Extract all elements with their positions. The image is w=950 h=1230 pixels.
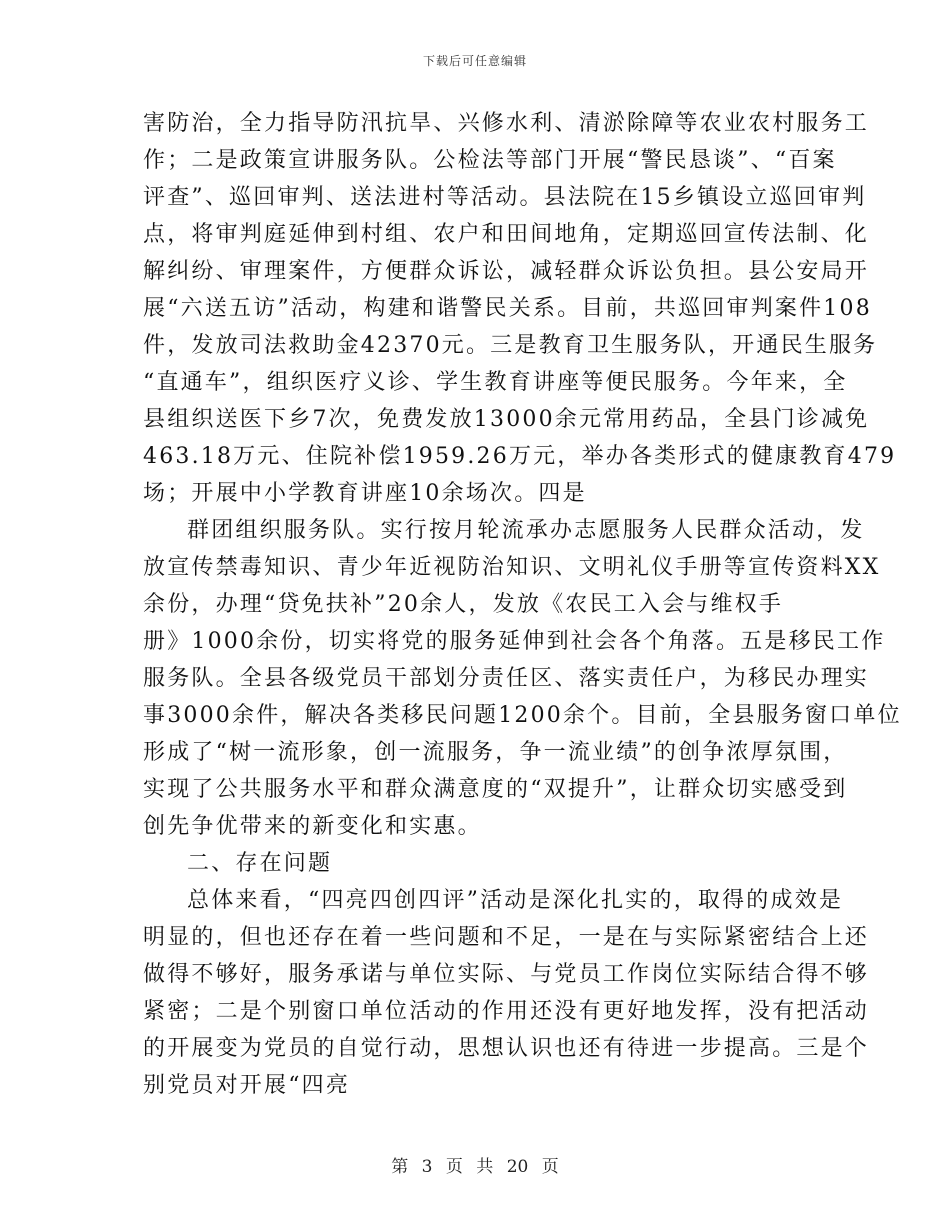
text-line: 展“六送五访”活动，构建和谐警民关系。目前，共巡回审判案件108 xyxy=(143,296,872,321)
text-line: 放宣传禁毒知识、青少年近视防治知识、文明礼仪手册等宣传资料XX xyxy=(143,555,881,580)
text-line: 创先争优带来的新变化和实惠。 xyxy=(143,814,482,839)
text-line: 余份，办理“贷免扶补”20余人，发放《农民工入会与维权手 xyxy=(143,592,784,617)
text-line: 的开展变为党员的自觉行动，思想认识也还有待进一步提高。三是个 xyxy=(143,1036,870,1061)
text-line: 形成了“树一流形象，创一流服务，争一流业绩”的创争浓厚氛围， xyxy=(143,740,848,765)
text-line: 实现了公共服务水平和群众满意度的“双提升”，让群众切实感受到 xyxy=(143,777,848,802)
page-word: 第 xyxy=(391,1157,409,1177)
text-line: 事3000余件，解决各类移民问题1200余个。目前，全县服务窗口单位 xyxy=(143,703,902,728)
text-line: 别党员对开展“四亮 xyxy=(143,1073,351,1098)
text-line: 作；二是政策宣讲服务队。公检法等部门开展“警民恳谈”、“百案 xyxy=(143,148,837,173)
text-line: 册》1000余份，切实将党的服务延伸到社会各个角落。五是移民工作 xyxy=(143,629,886,654)
document-body xyxy=(143,105,902,1104)
page-footer xyxy=(0,1152,950,1177)
text-line: 点，将审判庭延伸到村组、农户和田间地角，定期巡回宣传法制、化 xyxy=(143,222,870,247)
text-line: 明显的，但也还存在着一些问题和不足，一是在与实际紧密结合上还 xyxy=(143,925,870,950)
text-line: “直通车”，组织医疗义诊、学生教育讲座等便民服务。今年来，全 xyxy=(143,370,848,395)
header-note: 下载后可任意编辑 xyxy=(422,54,527,68)
text-line: 场；开展中小学教育讲座10余场次。四是 xyxy=(143,481,587,506)
text-line: 群团组织服务队。实行按月轮流承办志愿服务人民群众活动，发 xyxy=(187,518,865,543)
text-line: 害防治，全力指导防汛抗旱、兴修水利、清淤除障等农业农村服务工 xyxy=(143,111,870,136)
total-unit: 页 xyxy=(541,1157,559,1177)
total-word: 共 xyxy=(476,1157,494,1177)
text-line: 紧密；二是个别窗口单位活动的作用还没有更好地发挥，没有把活动 xyxy=(143,999,870,1024)
text-line: 总体来看，“四亮四创四评”活动是深化扎实的，取得的成效是 xyxy=(187,888,844,913)
text-line: 463.18万元、住院补偿1959.26万元，举办各类形式的健康教育479 xyxy=(143,444,897,469)
text-line: 做得不够好，服务承诺与单位实际、与党员工作岗位实际结合得不够 xyxy=(143,962,870,987)
text-line: 县组织送医下乡7次，免费发放13000余元常用药品，全县门诊减免 xyxy=(143,407,870,432)
total-pages: 20 xyxy=(506,1157,529,1177)
text-line: 二、存在问题 xyxy=(187,851,333,876)
text-line: 解纠纷、审理案件，方便群众诉讼，减轻群众诉讼负担。县公安局开 xyxy=(143,259,870,284)
page-header xyxy=(0,52,950,69)
text-line: 件，发放司法救助金42370元。三是教育卫生服务队，开通民生服务 xyxy=(143,333,878,358)
text-line: 评查”、巡回审判、送法进村等活动。县法院在15乡镇设立巡回审判 xyxy=(143,185,867,210)
page-number: 3 xyxy=(421,1157,433,1177)
page-unit: 页 xyxy=(445,1157,463,1177)
text-line: 服务队。全县各级党员干部划分责任区、落实责任户，为移民办理实 xyxy=(143,666,870,691)
